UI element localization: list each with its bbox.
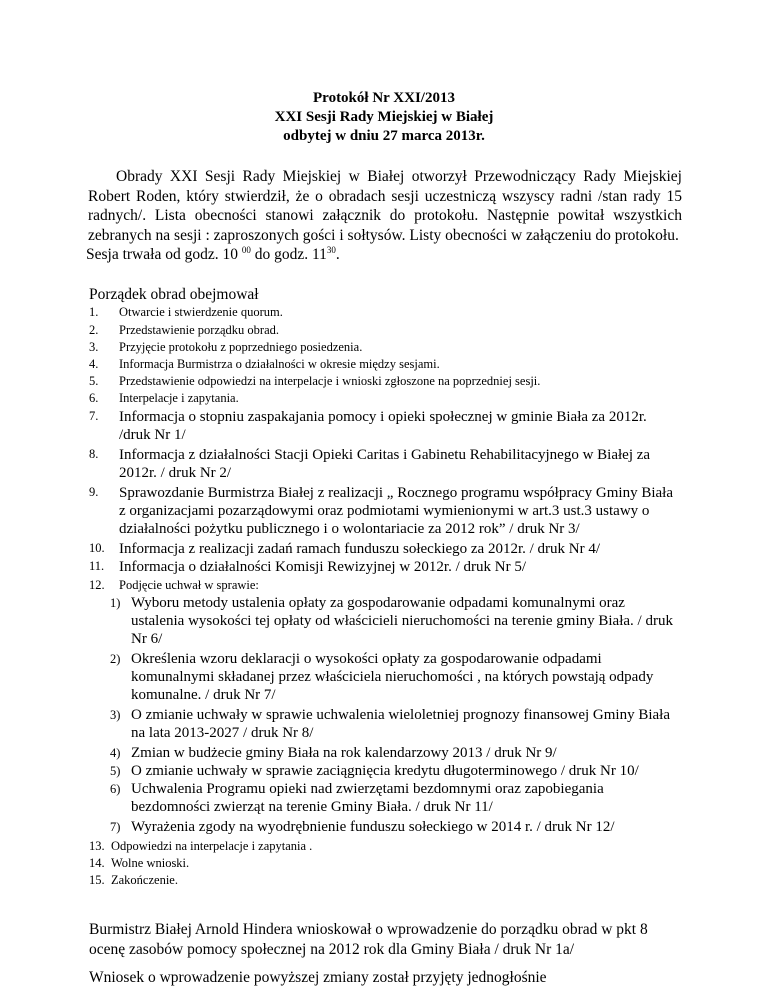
session-time-suffix: .	[335, 246, 340, 263]
list-item: 6. Interpelacje i zapytania.	[89, 391, 239, 405]
sub-list-item: 1) Wyboru metody ustalenia opłaty za gospodarowanie odpadami komunalnymi oraz ustalenia wysokości tej opłaty od właścicieli nieruchomości na terenie gminy Biała. / druk Nr 6/	[110, 595, 673, 647]
start-minutes: 00	[241, 245, 251, 255]
closing-paragraph-motion: Burmistrz Białej Arnold Hindera wnioskował o wprowadzenie do porządku obrad w pkt 8 ocenę zasobów pomocy społecznej na 2012 rok dla Gminy Biała / druk Nr 1a/	[89, 921, 648, 958]
list-item: 9. Sprawozdanie Burmistrza Białej z realizacji „ Rocznego programu współpracy Gminy Biała z organizacjami pozarządowymi oraz podmiotami wymienionymi w art.3 ust.3 ustawy o działalności pożytku publicznego i o wolontariacie za 2012 rok” / druk Nr 3/	[89, 485, 673, 537]
list-item: 14. Wolne wnioski.	[89, 856, 190, 870]
closing-paragraph-result: Wniosek o wprowadzenie powyższej zmiany został przyjęty jednogłośnie	[89, 969, 547, 986]
list-item: 2. Przedstawienie porządku obrad.	[89, 323, 280, 337]
list-item: 13. Odpowiedzi na interpelacje i zapytania .	[89, 839, 313, 853]
list-item: 1. Otwarcie i stwierdzenie quorum.	[89, 305, 283, 319]
sub-list-item: 7) Wyrażenia zgody na wyodrębnienie funduszu sołeckiego w 2014 r. / druk Nr 12/	[110, 819, 615, 835]
intro-section	[88, 167, 682, 265]
list-item: 12. Podjęcie uchwał w sprawie:	[89, 578, 259, 592]
list-item: 10. Informacja z realizacji zadań ramach funduszu sołeckiego za 2012r. / druk Nr 4/	[89, 541, 601, 557]
list-item: 11. Informacja o działalności Komisji Rewizyjnej w 2012r. / druk Nr 5/	[89, 559, 526, 575]
list-item: 15. Zakończenie.	[89, 873, 178, 887]
sub-list-item: 2) Określenia wzoru deklaracji o wysokości opłaty za gospodarowanie odpadami komunalnymi składanej przez właściciela nieruchomości , na których powstają odpady komunalne. / druk Nr 7/	[110, 651, 654, 703]
protocol-title: Protokół Nr XXI/2013	[313, 90, 455, 106]
list-item: 4. Informacja Burmistrza o działalności w okresie między sesjami.	[89, 357, 440, 371]
list-item: 7. Informacja o stopniu zaspakajania pomocy i opieki społecznej w gminie Biała za 2012r. /druk Nr 1/	[89, 409, 647, 443]
sub-list-item: 6) Uchwalenia Programu opieki nad zwierzętami bezdomnymi oraz zapobiegania bezdomności zwierząt na terenie Gminy Biała. / druk Nr 11/	[110, 781, 604, 815]
list-item: 3. Przyjęcie protokołu z poprzedniego posiedzenia.	[89, 340, 363, 354]
session-time-prefix: Sesja trwała od godz. 10	[86, 246, 238, 263]
session-date: odbytej w dniu 27 marca 2013r.	[283, 128, 485, 144]
list-item: 8. Informacja z działalności Stacji Opieki Caritas i Gabinetu Rehabilitacyjnego w Białej za 2012r. / druk Nr 2/	[89, 447, 651, 481]
session-title: XXI Sesji Rady Miejskiej w Białej	[274, 109, 494, 125]
list-item: 5. Przedstawienie odpowiedzi na interpelacje i wnioski zgłoszone na poprzedniej sesji.	[89, 374, 541, 388]
end-minutes: 30	[326, 245, 336, 255]
sub-list-item: 3) O zmianie uchwały w sprawie uchwalenia wieloletniej prognozy finansowej Gminy Biała na lata 2013-2027 / druk Nr 8/	[110, 707, 671, 741]
session-time	[86, 245, 682, 265]
agenda-heading: Porządek obrad obejmował	[89, 286, 259, 303]
intro-paragraph: Obrady XXI Sesji Rady Miejskiej w Białej otworzył Przewodniczący Rady Miejskiej Robert Roden, który stwierdził, że o obradach sesji uczestniczą wszyscy radni /stan rady 15 radnych/. Lista obecności stanowi załącznik do protokołu. Następnie powitał wszystkich zebranych na sesji : zaproszonych gości i sołtysów. Listy obecności w załączeniu do protokołu.	[88, 168, 682, 244]
sub-list-item: 4) Zmian w budżecie gminy Biała na rok kalendarzowy 2013 / druk Nr 9/	[110, 745, 557, 761]
sub-list-item: 5) O zmianie uchwały w sprawie zaciągnięcia kredytu długoterminowego / druk Nr 10/	[110, 763, 639, 779]
session-time-middle: do godz. 11	[250, 246, 327, 263]
